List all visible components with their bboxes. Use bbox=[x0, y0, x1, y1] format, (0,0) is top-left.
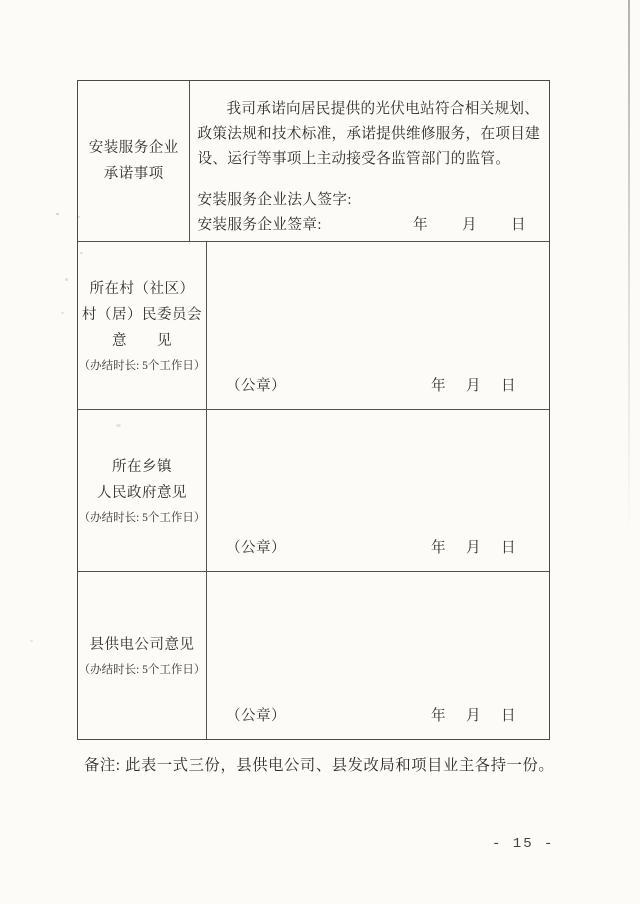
table-row-installer-commitment bbox=[78, 81, 549, 242]
date-fields bbox=[431, 374, 540, 399]
date-day-label: 日 bbox=[501, 378, 516, 394]
seal-and-date-line bbox=[214, 704, 540, 739]
official-seal-placeholder: （公章） bbox=[226, 540, 286, 556]
date-year-label: 年 bbox=[431, 708, 446, 724]
paragraph-line: 政策法规和技术标准，承诺提供维修服务，在项目建 bbox=[197, 126, 540, 142]
cell-installer-commitment bbox=[190, 81, 549, 241]
scan-speckle bbox=[65, 278, 68, 281]
date-year-label: 年 bbox=[431, 540, 446, 556]
cell-township-government-opinion bbox=[207, 410, 549, 571]
date-month-label: 月 bbox=[466, 708, 481, 724]
scan-speckle bbox=[56, 213, 59, 215]
legal-sign-label: 安装服务企业法人签字: bbox=[197, 192, 352, 208]
table-row-county-power-company bbox=[78, 572, 549, 739]
table-row-township-government bbox=[78, 410, 549, 572]
row-label-line: 安装服务企业 bbox=[88, 140, 179, 156]
footer-remark: 备注: 此表一式三份，县供电公司、县发改局和项目业主各持一份。 bbox=[84, 757, 555, 774]
date-month-label: 月 bbox=[466, 378, 481, 394]
date-year-label: 年 bbox=[431, 378, 446, 394]
row-label-line: 县供电公司意见 bbox=[89, 637, 195, 653]
table-row-village-committee bbox=[78, 242, 549, 410]
date-year-label: 年 bbox=[413, 217, 428, 233]
legal-person-signature-line bbox=[197, 188, 540, 213]
date-day-label: 日 bbox=[511, 217, 526, 233]
row-label-line: 所在村（社区） bbox=[89, 281, 195, 297]
company-seal-line bbox=[197, 213, 540, 238]
row-header-village-committee bbox=[78, 242, 207, 409]
seal-and-date-line bbox=[214, 374, 540, 409]
official-seal-placeholder: （公章） bbox=[226, 708, 286, 724]
cell-county-power-company-opinion bbox=[207, 572, 549, 739]
row-label-line: 人民政府意见 bbox=[97, 485, 187, 501]
date-fields bbox=[413, 213, 540, 238]
row-label-line: 所在乡镇 bbox=[112, 459, 172, 475]
date-fields bbox=[431, 704, 540, 729]
row-label-line: 意 见 bbox=[112, 333, 172, 349]
row-label-line: 村（居）民委员会 bbox=[82, 307, 202, 323]
company-seal-label: 安装服务企业签章: bbox=[197, 217, 322, 233]
seal-and-date-line bbox=[214, 536, 540, 571]
paragraph-line: 我司承诺向居民提供的光伏电站符合相关规划、 bbox=[226, 101, 540, 117]
scan-speckle bbox=[61, 312, 64, 314]
row-header-installer-commitment bbox=[78, 81, 190, 241]
commitment-paragraph bbox=[197, 97, 540, 172]
signature-block bbox=[197, 188, 540, 238]
scan-edge-artifact bbox=[628, 0, 630, 540]
processing-duration-note: （办结时长: 5个工作日） bbox=[78, 664, 206, 676]
scan-speckle bbox=[30, 640, 33, 642]
page-number: - 15 - bbox=[492, 836, 555, 852]
processing-duration-note: （办结时长: 5个工作日） bbox=[78, 512, 206, 524]
date-month-label: 月 bbox=[466, 540, 481, 556]
row-header-county-power-company bbox=[78, 572, 207, 739]
date-fields bbox=[431, 536, 540, 561]
commitment-form-table bbox=[77, 80, 550, 740]
row-header-township-government bbox=[78, 410, 207, 571]
date-day-label: 日 bbox=[501, 708, 516, 724]
date-month-label: 月 bbox=[462, 217, 477, 233]
date-day-label: 日 bbox=[501, 540, 516, 556]
official-seal-placeholder: （公章） bbox=[226, 378, 286, 394]
processing-duration-note: （办结时长: 5个工作日） bbox=[78, 360, 206, 372]
cell-village-committee-opinion bbox=[207, 242, 549, 409]
paragraph-line: 设、运行等事项上主动接受各监管部门的监管。 bbox=[197, 151, 511, 167]
row-label-line: 承诺事项 bbox=[103, 166, 164, 182]
